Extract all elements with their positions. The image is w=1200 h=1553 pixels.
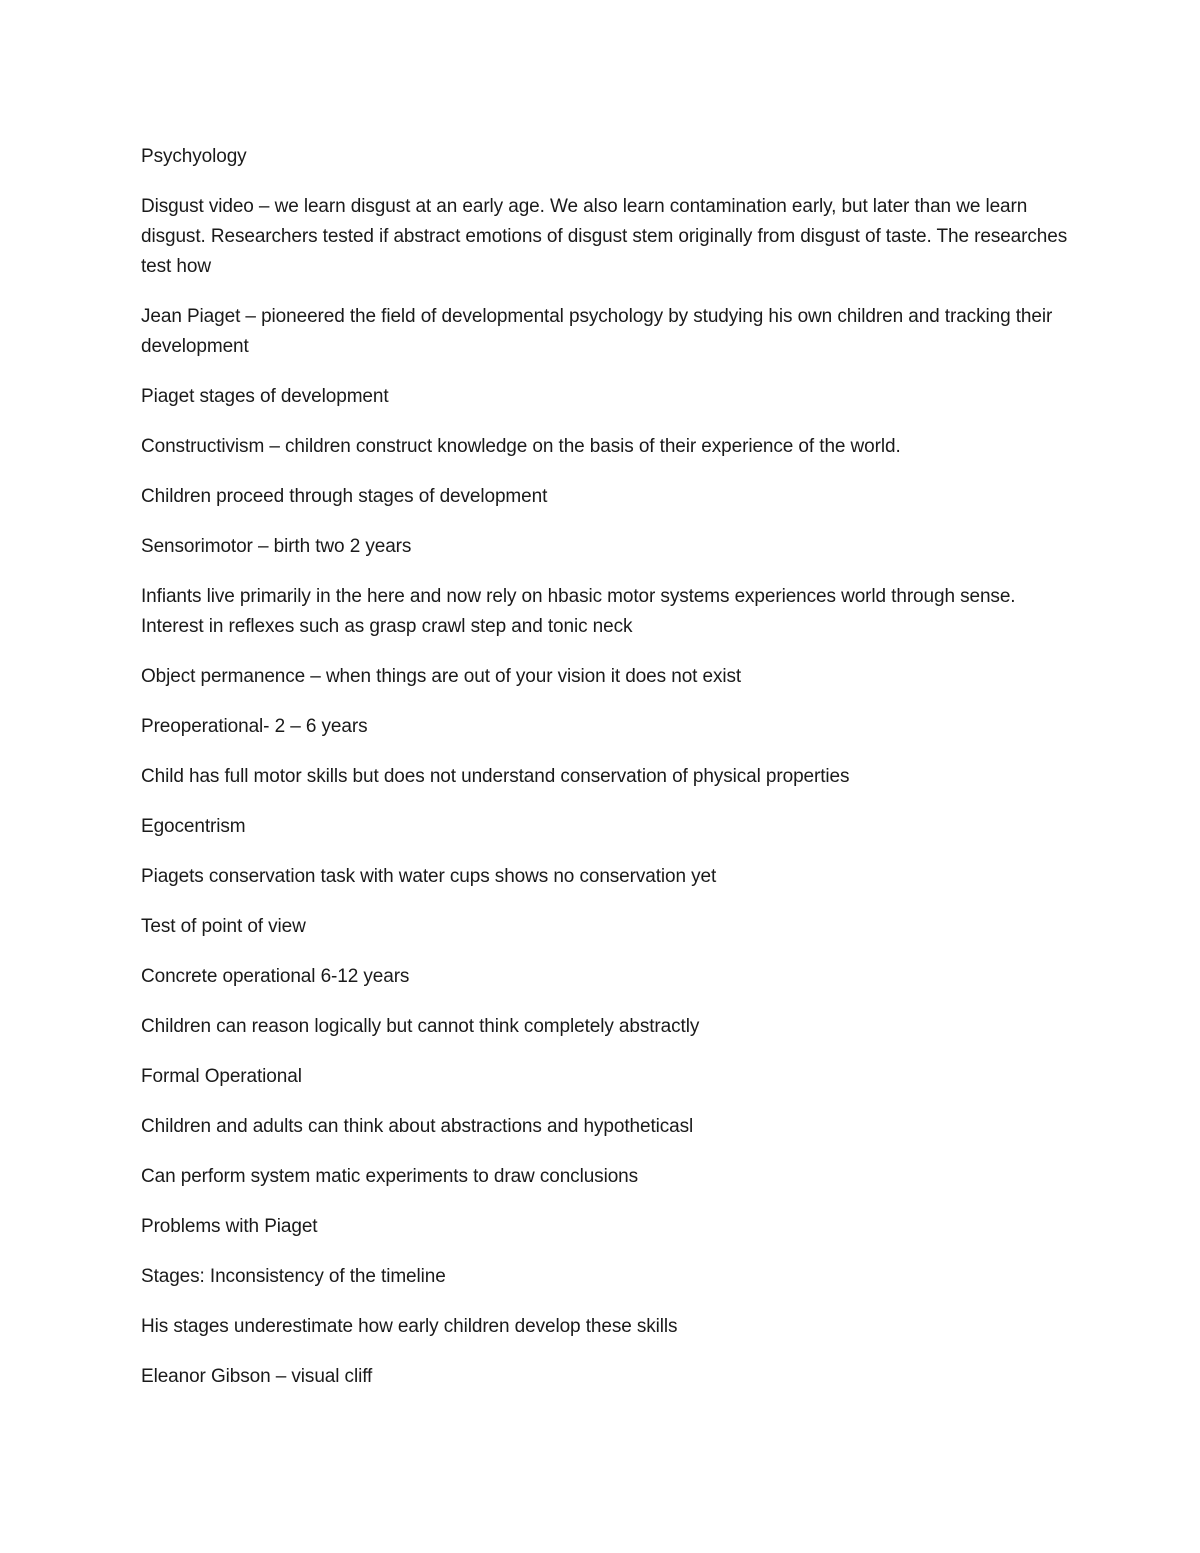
- paragraph-jean-piaget: Jean Piaget – pioneered the field of developmental psychology by studying his own children and tracking their development: [141, 306, 1053, 357]
- paragraph-motor-skills: Child has full motor skills but does not understand conservation of physical properties: [141, 766, 850, 787]
- paragraph-preoperational: Preoperational- 2 – 6 years: [141, 716, 368, 737]
- paragraph-formal-operational: Formal Operational: [141, 1066, 302, 1087]
- paragraph-object-permanence: Object permanence – when things are out of your vision it does not exist: [141, 666, 742, 687]
- paragraph-reason-logically: Children can reason logically but cannot think completely abstractly: [141, 1016, 700, 1037]
- paragraph-stages-of-development: Children proceed through stages of development: [141, 486, 548, 507]
- paragraph-problems-with-piaget: Problems with Piaget: [141, 1216, 318, 1237]
- paragraph-piaget-stages: Piaget stages of development: [141, 386, 389, 407]
- paragraph-disgust-video: Disgust video – we learn disgust at an early age. We also learn contamination early, but later than we learn disgust. Researchers tested if abstract emotions of disgust stem originally from disgust of taste. The researches test how: [141, 196, 1068, 277]
- paragraph-sensorimotor: Sensorimotor – birth two 2 years: [141, 536, 412, 557]
- document-title: Psychyology: [141, 146, 247, 167]
- paragraph-systematic-experiments: Can perform system matic experiments to draw conclusions: [141, 1166, 639, 1187]
- paragraph-underestimate: His stages underestimate how early children develop these skills: [141, 1316, 678, 1337]
- paragraph-concrete-operational: Concrete operational 6-12 years: [141, 966, 410, 987]
- paragraph-infants: Infiants live primarily in the here and now rely on hbasic motor systems experiences world through sense. Interest in reflexes such as grasp crawl step and tonic neck: [141, 586, 1016, 637]
- paragraph-abstractions: Children and adults can think about abstractions and hypotheticasl: [141, 1116, 694, 1137]
- paragraph-inconsistency: Stages: Inconsistency of the timeline: [141, 1266, 446, 1287]
- paragraph-conservation-task: Piagets conservation task with water cups shows no conservation yet: [141, 866, 717, 887]
- paragraph-point-of-view: Test of point of view: [141, 916, 306, 937]
- document-body: [141, 142, 1071, 1412]
- paragraph-constructivism: Constructivism – children construct knowledge on the basis of their experience of the world.: [141, 436, 901, 457]
- paragraph-egocentrism: Egocentrism: [141, 816, 246, 837]
- paragraph-eleanor-gibson: Eleanor Gibson – visual cliff: [141, 1366, 373, 1387]
